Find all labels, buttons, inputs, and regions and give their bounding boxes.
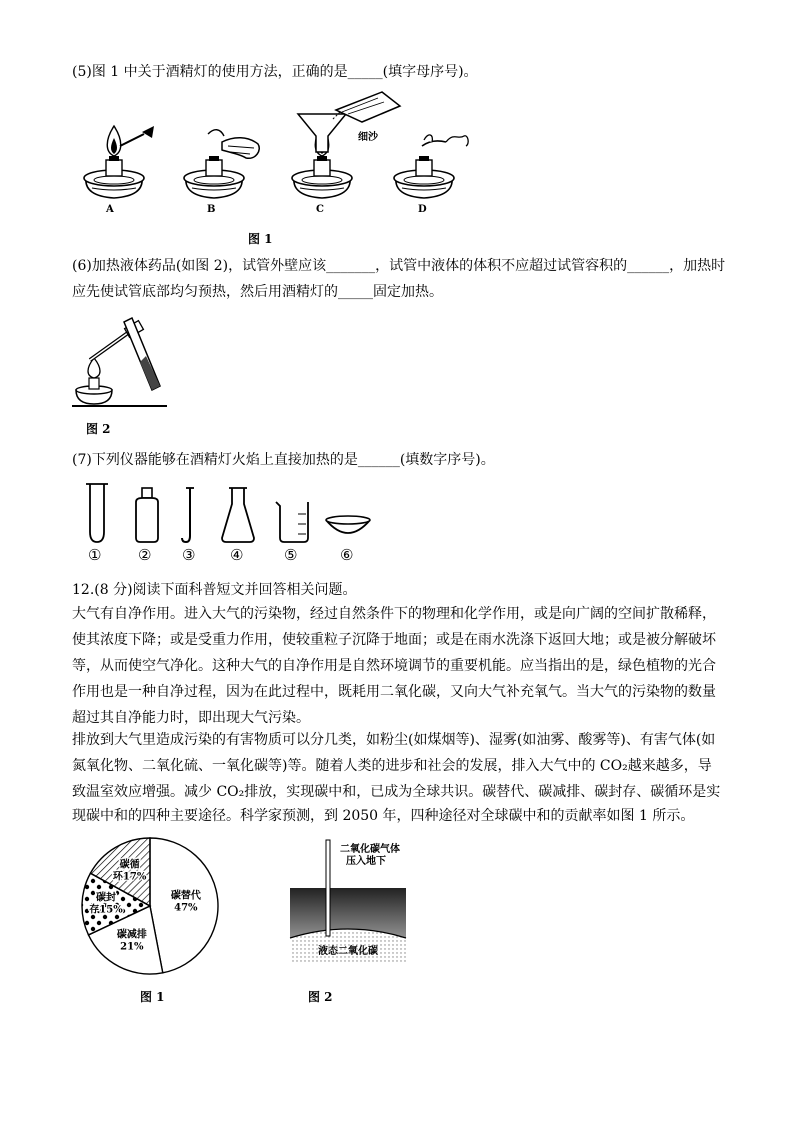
question-6-line-2: 应先使试管底部均匀预热，然后用酒精灯的_____固定加热。 bbox=[72, 284, 443, 300]
co2-figure-caption: 图 2 bbox=[308, 990, 333, 1004]
lamp-label-a: A bbox=[106, 204, 114, 215]
carbon-neutral-pie-chart bbox=[72, 836, 232, 976]
instrument-number-1: ① bbox=[88, 546, 102, 564]
lamp-label-c: C bbox=[316, 204, 324, 215]
beaker-icon bbox=[276, 502, 308, 542]
sand-label: 细沙 bbox=[358, 132, 378, 143]
pie-label-2-2: 21% bbox=[120, 941, 144, 953]
paragraph-2-line-1: 排放到大气里造成污染的有害物质可以分几类，如粉尘(如煤烟等)、湿雾(如油雾、酸雾等)、有害气体(如 bbox=[72, 732, 716, 748]
figure-1-alcohol-lamps bbox=[72, 92, 477, 242]
evaporating-dish-icon bbox=[326, 516, 370, 533]
q7-instruments bbox=[78, 480, 388, 566]
instrument-number-6: ⑥ bbox=[340, 546, 354, 564]
paragraph-1-line-3: 等，从而使空气净化。这种大气的自净作用是自然环境调节的重要机能。应当指出的是，绿色植物的光合 bbox=[72, 658, 716, 674]
dropper-spoon-icon bbox=[182, 488, 194, 542]
question-12-intro: 12.(8 分)阅读下面科普短文并回答相关问题。 bbox=[72, 582, 357, 598]
instrument-number-2: ② bbox=[138, 546, 152, 564]
lamp-a bbox=[84, 126, 154, 198]
test-tube-icon bbox=[86, 484, 108, 542]
co2-storage-diagram bbox=[288, 840, 408, 966]
instrument-number-5: ⑤ bbox=[284, 546, 298, 564]
question-7-text: (7)下列仪器能够在酒精灯火焰上直接加热的是______(填数字序号)。 bbox=[72, 452, 495, 468]
co2-bottom-label: 液态二氧化碳 bbox=[318, 946, 378, 957]
paragraph-1-line-2: 使其浓度下降；或是受重力作用，使较重粒子沉降于地面；或是在雨水洗涤下返回大地；或是被分解破坏 bbox=[72, 632, 716, 648]
lamp-d bbox=[394, 135, 468, 198]
lamp-b bbox=[184, 130, 259, 198]
figure-1-caption: 图 1 bbox=[248, 232, 273, 246]
co2-top-label-1: 二氧化碳气体 bbox=[340, 844, 400, 855]
pie-figure-caption: 图 1 bbox=[140, 990, 165, 1004]
figure-2-test-tube-heating bbox=[72, 310, 167, 410]
pie-label-3-1: 碳封 bbox=[96, 892, 117, 904]
instrument-number-3: ③ bbox=[182, 546, 196, 564]
figure-2-caption: 图 2 bbox=[86, 422, 111, 436]
pie-label-4-2: 环17% bbox=[112, 871, 147, 883]
paragraph-2-line-3: 致温室效应增强。减少 CO₂排放，实现碳中和，已成为全球共识。碳替代、碳减排、碳封存、碳循环是实 bbox=[72, 784, 721, 800]
paragraph-2-line-2: 氮氧化物、二氧化硫、一氧化碳等)等。随着人类的进步和社会的发展，排入大气中的 CO₂越来越多，导 bbox=[72, 758, 712, 774]
paragraph-1-line-1: 大气有自净作用。进入大气的污染物，经过自然条件下的物理和化学作用，或是向广阔的空间扩散稀释， bbox=[72, 606, 716, 622]
co2-top-label-2: 压入地下 bbox=[346, 856, 386, 867]
paragraph-1-line-4: 作用也是一种自净过程，因为在此过程中，既耗用二氧化碳，又向大气补充氧气。当大气的污染物的数量 bbox=[72, 684, 716, 700]
question-6-line-1: (6)加热液体药品(如图 2)，试管外壁应该_______，试管中液体的体积不应超过试管容积的______，加热时 bbox=[72, 258, 726, 274]
paragraph-2-line-4: 现碳中和的四种主要途径。科学家预测，到 2050 年，四种途径对全球碳中和的贡献率如图 1 所示。 bbox=[72, 808, 695, 824]
lamp-label-b: B bbox=[207, 204, 216, 215]
paragraph-1-line-5: 超过其自净能力时，即出现大气污染。 bbox=[72, 710, 310, 726]
pie-label-1-1: 碳替代 bbox=[170, 890, 201, 902]
bottle-icon bbox=[136, 488, 158, 542]
conical-flask-icon bbox=[222, 488, 254, 542]
pie-label-3-2: 存15% bbox=[89, 904, 123, 916]
pie-label-4-1: 碳循 bbox=[119, 859, 140, 871]
pie-label-2-1: 碳减排 bbox=[116, 929, 147, 941]
instrument-number-4: ④ bbox=[230, 546, 244, 564]
pie-label-1-2: 47% bbox=[174, 902, 198, 914]
lamp-label-d: D bbox=[418, 204, 427, 215]
lamp-c bbox=[292, 92, 400, 198]
question-5-text: (5)图 1 中关于酒精灯的使用方法，正确的是_____(填字母序号)。 bbox=[72, 64, 478, 80]
